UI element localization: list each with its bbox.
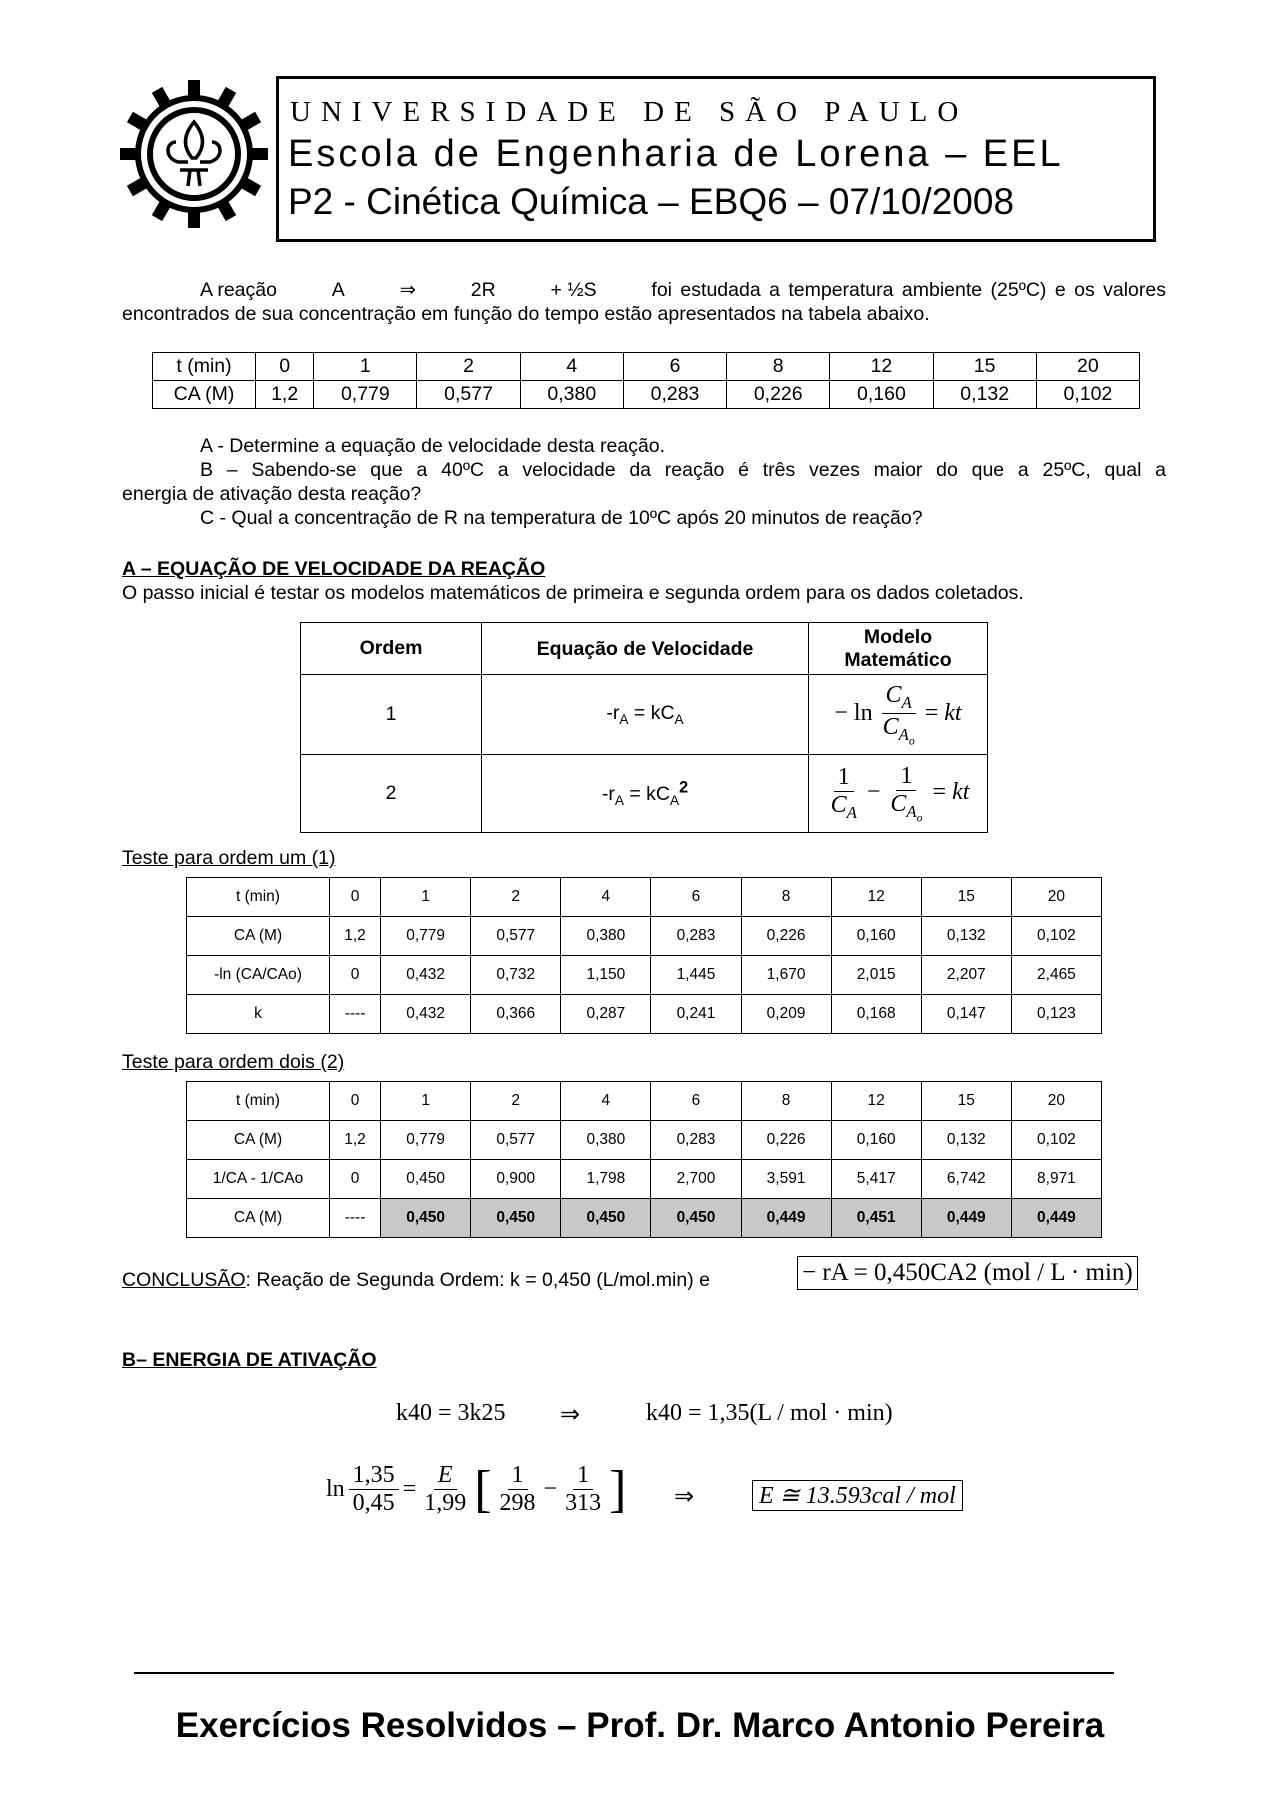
table-row: [187, 1199, 1102, 1238]
product-r: 2R: [470, 279, 496, 301]
table-cell: 0,132: [933, 381, 1036, 409]
table-cell: 0: [256, 353, 314, 381]
table-cell: 3,591: [741, 1160, 831, 1199]
table-cell: 0,380: [561, 917, 651, 956]
table-cell: 2,700: [651, 1160, 741, 1199]
table-row: [187, 1160, 1102, 1199]
table-cell: 8,971: [1011, 1160, 1101, 1199]
implies-arrow-icon: ⇒: [560, 1402, 581, 1428]
section-b-title: B– ENERGIA DE ATIVAÇÃO: [122, 1349, 377, 1371]
row-label: t (min): [187, 1082, 330, 1121]
table-cell: ----: [330, 995, 381, 1034]
university-seal-logo: [118, 78, 270, 230]
table-cell: 12: [831, 878, 921, 917]
table-cell: 0,283: [623, 381, 726, 409]
table-cell: 0,577: [471, 1121, 561, 1160]
section-a-text: O passo inicial é testar os modelos matemáticos de primeira e segunda ordem para os dados coletados.: [122, 582, 1024, 604]
highlighted-cell: 0,450: [381, 1199, 471, 1238]
reactant: A: [331, 279, 345, 301]
order-value: 1: [301, 675, 482, 755]
table-cell: 20: [1011, 878, 1101, 917]
table-cell: 12: [831, 1082, 921, 1121]
table-cell: 0,283: [651, 917, 741, 956]
fraction-numerator: 1: [508, 1462, 528, 1490]
table-cell: 0,132: [921, 917, 1011, 956]
table-cell: 0,226: [741, 917, 831, 956]
row-label: 1/CA - 1/CAo: [187, 1160, 330, 1199]
intro-text-b: foi estudada a temperatura ambiente (25ºC) e os valores: [651, 279, 1166, 301]
test-order-1-table: [186, 877, 1102, 1034]
table-row: [187, 878, 1102, 917]
math-model-2: $\frac{1}{C_A}$ − $\frac{1}{C_{A_o}}$ = kt: [809, 755, 988, 833]
table-cell: 0,102: [1011, 1121, 1101, 1160]
fraction-k-ratio: [349, 1462, 399, 1517]
table-cell: 0: [330, 1082, 381, 1121]
table-cell: 1,670: [741, 956, 831, 995]
activation-energy-result: E ≅ 13.593cal / mol: [752, 1480, 963, 1511]
row-label: CA (M): [187, 1199, 330, 1238]
fraction-numerator: 1,35: [349, 1462, 399, 1490]
university-name: UNIVERSIDADE DE SÃO PAULO: [290, 96, 969, 128]
table-cell: 2,465: [1011, 956, 1101, 995]
question-b-line-1: B – Sabendo-se que a 40ºC a velocidade da reação é três vezes maior do que a 25ºC, qual a: [200, 459, 1166, 481]
conclusion-label: CONCLUSÃO: [122, 1269, 246, 1291]
row-label-time: t (min): [153, 353, 256, 381]
table-row: [301, 623, 988, 675]
table-cell: 15: [921, 878, 1011, 917]
table-cell: 1: [314, 353, 417, 381]
arrhenius-equation: ln $\frac{1,35}{0,45}$ = $\frac{E}{1,99}$ [ $\frac{1}{298}$ − $\frac{1}{313}$ ]: [326, 1460, 627, 1518]
table-cell: 0: [330, 1160, 381, 1199]
questions: [122, 434, 1166, 530]
conclusion: [122, 1268, 710, 1292]
ln-symbol: ln: [326, 1476, 345, 1502]
row-label-concentration: CA (M): [153, 381, 256, 409]
table-cell: 0,366: [471, 995, 561, 1034]
fraction-denominator: 298: [499, 1490, 536, 1516]
table-cell: 15: [921, 1082, 1011, 1121]
table-cell: 0,380: [520, 381, 623, 409]
fraction-inv-t1: [496, 1462, 540, 1517]
highlighted-cell: 0,450: [561, 1199, 651, 1238]
section-a-title: A – EQUAÇÃO DE VELOCIDADE DA REAÇÃO: [122, 558, 546, 580]
exam-title: P2 - Cinética Química – EBQ6 – 07/10/2008: [288, 181, 1015, 222]
fraction-denominator: 313: [565, 1490, 602, 1516]
row-label: CA (M): [187, 917, 330, 956]
row-label: k: [187, 995, 330, 1034]
table-cell: 0,432: [381, 995, 471, 1034]
rate-law-formula: − rA = 0,450CA2 (mol / L · min): [797, 1256, 1138, 1290]
table-cell: 0,779: [381, 917, 471, 956]
table-cell: 15: [933, 353, 1036, 381]
fraction-denominator: 1,99: [424, 1490, 467, 1516]
table-cell: 6: [623, 353, 726, 381]
table-cell: 0,123: [1011, 995, 1101, 1034]
fraction-e-r: [420, 1462, 470, 1517]
table-cell: 0,432: [381, 956, 471, 995]
table-cell: 0,102: [1011, 917, 1101, 956]
intro-line-1: [122, 278, 1166, 302]
table-cell: 6: [651, 1082, 741, 1121]
intro-paragraph: [122, 278, 1166, 326]
math-model-1: − ln $\frac{C_A}{C_{A_o}}$ = kt: [809, 675, 988, 755]
table-row: [187, 956, 1102, 995]
table-cell: 0,226: [741, 1121, 831, 1160]
header-rate-equation: Equação de Velocidade: [482, 623, 809, 675]
table-cell: 0,102: [1036, 381, 1139, 409]
table-cell: 0,577: [417, 381, 520, 409]
table-cell: 0,779: [381, 1121, 471, 1160]
fraction-numerator: E: [434, 1462, 457, 1490]
table-cell: 1,2: [256, 381, 314, 409]
table-cell: 0,160: [831, 1121, 921, 1160]
table-cell: 20: [1036, 353, 1139, 381]
table-cell: 0,577: [471, 917, 561, 956]
fraction-denominator: 0,45: [352, 1490, 395, 1516]
table-cell: 6,742: [921, 1160, 1011, 1199]
table-cell: 0,147: [921, 995, 1011, 1034]
table-cell: 4: [561, 878, 651, 917]
fraction-inv-t2: [561, 1462, 605, 1517]
table-cell: 4: [520, 353, 623, 381]
table-cell: 5,417: [831, 1160, 921, 1199]
table-cell: 0,226: [727, 381, 830, 409]
product-s: + ½S: [550, 279, 597, 301]
table-cell: 0,283: [651, 1121, 741, 1160]
table-cell: 0: [330, 878, 381, 917]
test-order-2-table: [186, 1081, 1102, 1238]
footer-divider: [134, 1672, 1114, 1674]
footer-text: Exercícios Resolvidos – Prof. Dr. Marco Antonio Pereira: [175, 1706, 1105, 1745]
table-cell: 1,798: [561, 1160, 651, 1199]
table-cell: 2,015: [831, 956, 921, 995]
table-row: [187, 917, 1102, 956]
table-cell: 1,445: [651, 956, 741, 995]
test-order-2-title: Teste para ordem dois (2): [122, 1051, 345, 1073]
concentration-table: [152, 352, 1140, 409]
table-row: [301, 675, 988, 755]
table-cell: 0,209: [741, 995, 831, 1034]
table-cell: 1,2: [330, 917, 381, 956]
intro-text-a: A reação: [200, 279, 277, 301]
table-cell: 0,900: [471, 1160, 561, 1199]
table-row: [153, 353, 1140, 381]
model-table: [300, 622, 988, 833]
test-order-1-title: Teste para ordem um (1): [122, 847, 336, 869]
question-a: A - Determine a equação de velocidade desta reação.: [200, 435, 666, 457]
table-row: [187, 995, 1102, 1034]
table-cell: 2,207: [921, 956, 1011, 995]
table-cell: 0: [330, 956, 381, 995]
row-label: -ln (CA/CAo): [187, 956, 330, 995]
rate-equation-1: $-r_A = kC_A$: [482, 675, 809, 755]
rate-equation-2: $-r_A = kC_A^2$: [482, 755, 809, 833]
highlighted-cell: 0,450: [471, 1199, 561, 1238]
conclusion-text: : Reação de Segunda Ordem: k = 0,450 (L/mol.min) e: [245, 1269, 710, 1291]
implies-arrow-icon: ⇒: [674, 1484, 695, 1510]
order-value: 2: [301, 755, 482, 833]
row-label: t (min): [187, 878, 330, 917]
table-cell: 2: [471, 878, 561, 917]
table-cell: 0,779: [314, 381, 417, 409]
rate-ratio-equation: k40 = 3k25: [396, 1400, 506, 1426]
table-row: [301, 755, 988, 833]
header-order: Ordem: [301, 623, 482, 675]
table-cell: 1: [381, 1082, 471, 1121]
table-cell: 6: [651, 878, 741, 917]
table-cell: 0,450: [381, 1160, 471, 1199]
arrow-icon: ⇒: [399, 279, 416, 301]
highlighted-cell: 0,451: [831, 1199, 921, 1238]
table-row: [153, 381, 1140, 409]
intro-line-2: encontrados de sua concentração em função do tempo estão apresentados na tabela abaixo.: [122, 303, 930, 325]
table-cell: 0,160: [831, 917, 921, 956]
highlighted-cell: 0,449: [921, 1199, 1011, 1238]
question-b-line-2: energia de ativação desta reação?: [122, 483, 422, 505]
fraction-numerator: 1: [573, 1462, 593, 1490]
table-cell: ----: [330, 1199, 381, 1238]
table-cell: 0,168: [831, 995, 921, 1034]
table-row: [187, 1082, 1102, 1121]
table-cell: 8: [727, 353, 830, 381]
table-cell: 0,380: [561, 1121, 651, 1160]
table-cell: 0,160: [830, 381, 933, 409]
row-label: CA (M): [187, 1121, 330, 1160]
table-cell: 2: [471, 1082, 561, 1121]
table-cell: 8: [741, 1082, 831, 1121]
table-cell: 12: [830, 353, 933, 381]
highlighted-cell: 0,449: [1011, 1199, 1101, 1238]
table-cell: 20: [1011, 1082, 1101, 1121]
k40-value-equation: k40 = 1,35(L / mol · min): [646, 1400, 893, 1426]
table-cell: 2: [417, 353, 520, 381]
table-cell: 0,241: [651, 995, 741, 1034]
table-cell: 0,287: [561, 995, 651, 1034]
highlighted-cell: 0,449: [741, 1199, 831, 1238]
table-cell: 4: [561, 1082, 651, 1121]
table-cell: 8: [741, 878, 831, 917]
table-cell: 0,732: [471, 956, 561, 995]
table-cell: 1,2: [330, 1121, 381, 1160]
school-name: Escola de Engenharia de Lorena – EEL: [288, 133, 1064, 175]
question-c: C - Qual a concentração de R na temperatura de 10ºC após 20 minutos de reação?: [200, 507, 923, 529]
highlighted-cell: 0,450: [651, 1199, 741, 1238]
table-cell: 1,150: [561, 956, 651, 995]
table-cell: 0,132: [921, 1121, 1011, 1160]
header-math-model: Modelo Matemático: [809, 623, 988, 675]
table-row: [187, 1121, 1102, 1160]
table-cell: 1: [381, 878, 471, 917]
